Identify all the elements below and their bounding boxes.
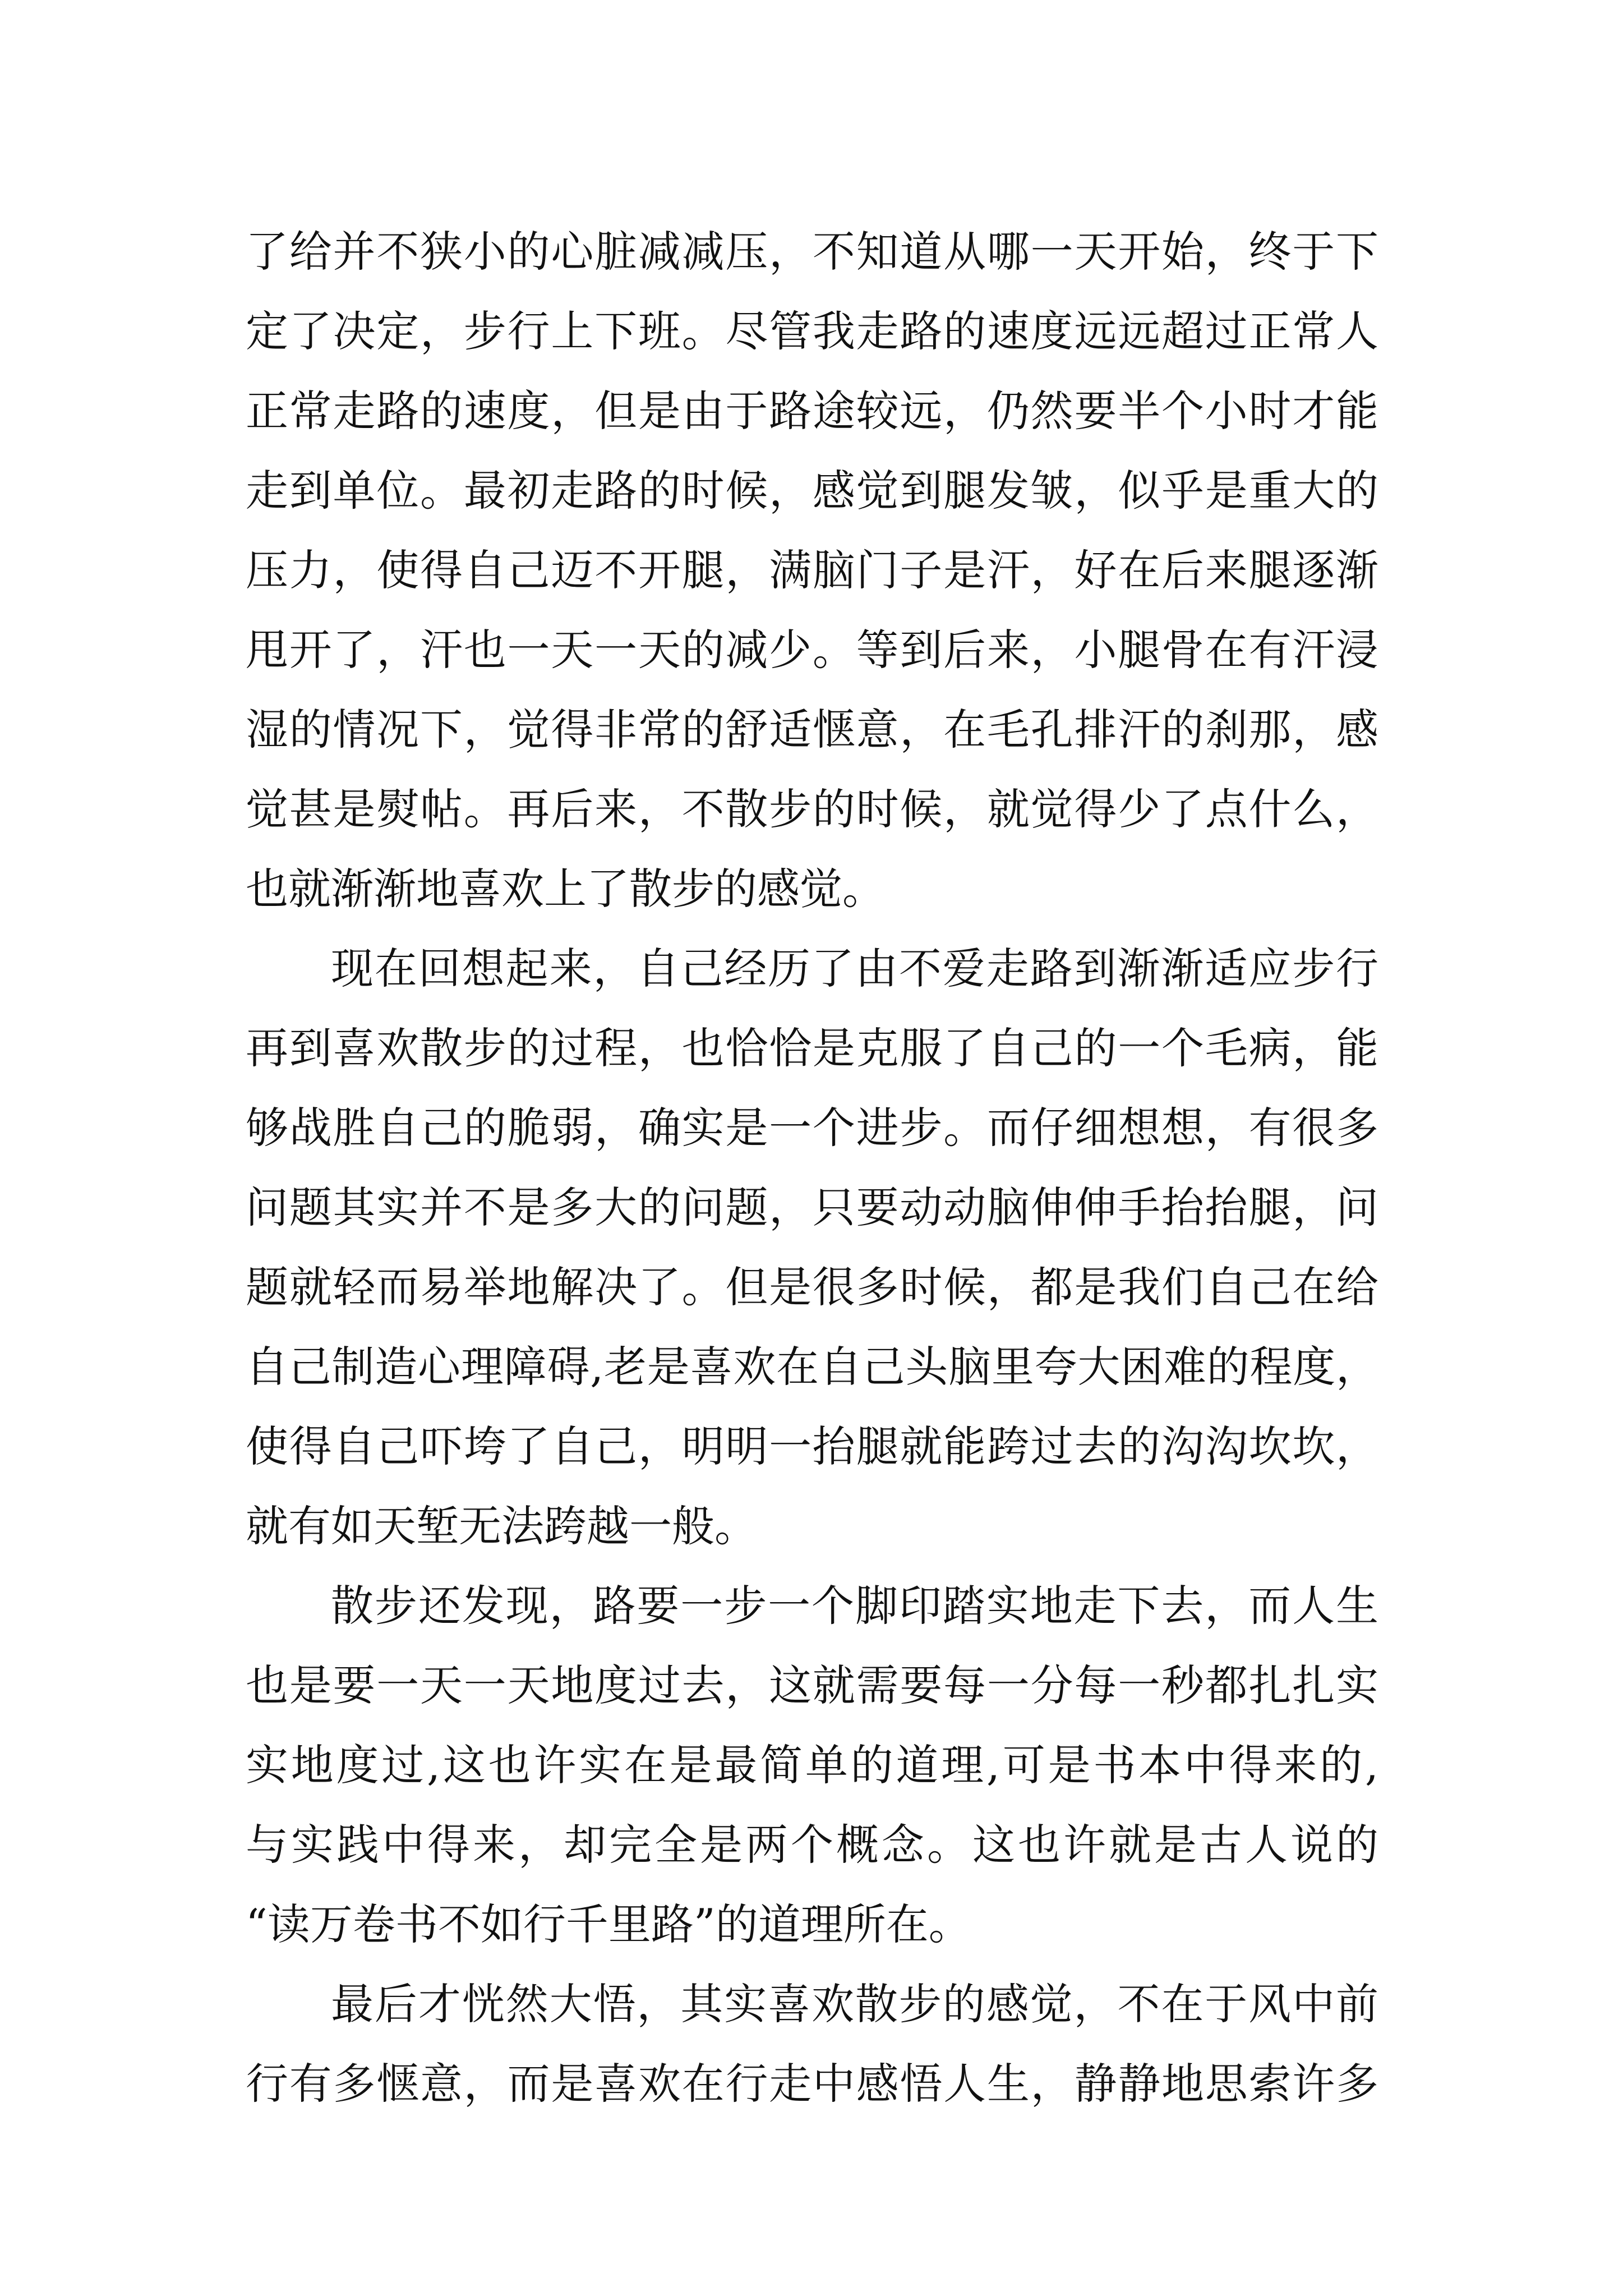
- text-line: 使得自己吓垮了自己，明明一抬腿就能跨过去的沟沟坎坎，: [246, 1421, 1378, 1471]
- paragraph-2: [246, 929, 1378, 1566]
- text-line: 定了决定，步行上下班。尽管我走路的速度远远超过正常人: [246, 306, 1378, 356]
- text-line: 了给并不狭小的心脏减减压，不知道从哪一天开始，终于下: [246, 227, 1378, 277]
- paragraph-3: [246, 1566, 1378, 1964]
- text-line: “读万卷书不如行千里路”的道理所在。: [246, 1899, 971, 1949]
- text-line: 也就渐渐地喜欢上了散步的感觉。: [246, 864, 885, 914]
- text-line: 题就轻而易举地解决了。但是很多时候，都是我们自己在给: [246, 1262, 1378, 1312]
- text-line: 正常走路的速度，但是由于路途较远，仍然要半个小时才能: [246, 386, 1378, 436]
- text-line: 自己制造心理障碍,老是喜欢在自己头脑里夸大困难的程度，: [246, 1342, 1378, 1392]
- text-line: 最后才恍然大悟，其实喜欢散步的感觉，不在于风中前: [331, 1979, 1378, 2029]
- text-line: 湿的情况下，觉得非常的舒适惬意，在毛孔排汗的刹那，感: [246, 705, 1378, 754]
- text-line: 实地度过,这也许实在是最简单的道理,可是书本中得来的,: [246, 1740, 1378, 1790]
- text-line: 行有多惬意，而是喜欢在行走中感悟人生，静静地思索许多: [246, 2059, 1378, 2109]
- text-line: 够战胜自己的脆弱，确实是一个进步。而仔细想想，有很多: [246, 1103, 1378, 1153]
- text-line: 就有如天堑无法跨越一般。: [246, 1501, 757, 1551]
- paragraph-1: [246, 212, 1378, 929]
- paragraph-4: [246, 1964, 1378, 2124]
- text-line: 散步还发现，路要一步一个脚印踏实地走下去，而人生: [331, 1581, 1378, 1631]
- text-line: 甩开了，汗也一天一天的减少。等到后来，小腿骨在有汗浸: [246, 625, 1378, 675]
- essay-body: [246, 212, 1378, 2124]
- text-line: 问题其实并不是多大的问题，只要动动脑伸伸手抬抬腿，问: [246, 1182, 1378, 1232]
- text-line: 走到单位。最初走路的时候，感觉到腿发皱，似乎是重大的: [246, 466, 1378, 516]
- text-line: 觉甚是熨帖。再后来，不散步的时候，就觉得少了点什么，: [246, 784, 1378, 834]
- text-line: 压力，使得自己迈不开腿，满脑门子是汗，好在后来腿逐渐: [246, 545, 1378, 595]
- text-line: 也是要一天一天地度过去，这就需要每一分每一秒都扎扎实: [246, 1660, 1378, 1710]
- text-line: 与实践中得来，却完全是两个概念。这也许就是古人说的: [246, 1820, 1378, 1870]
- text-line: 再到喜欢散步的过程，也恰恰是克服了自己的一个毛病，能: [246, 1023, 1378, 1073]
- text-line: 现在回想起来，自己经历了由不爱走路到渐渐适应步行: [331, 944, 1378, 993]
